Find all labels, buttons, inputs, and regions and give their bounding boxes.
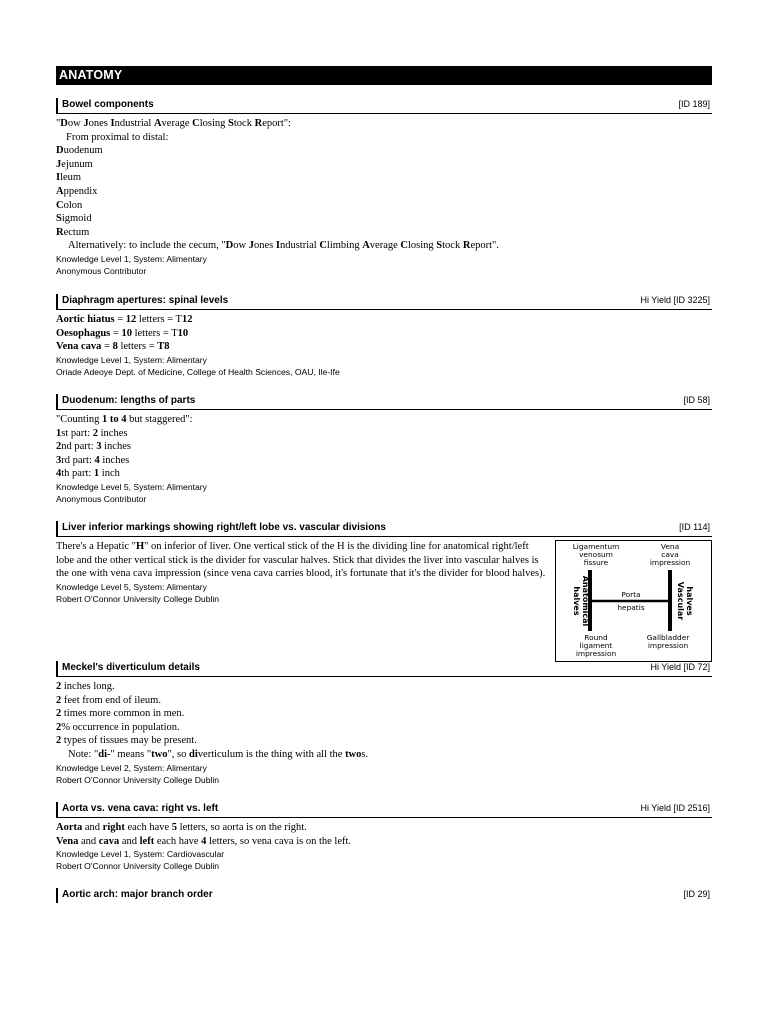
entry-title: Aorta vs. vena cava: right vs. left: [62, 803, 219, 814]
entry-body: [56, 413, 712, 505]
knowledge-level: Knowledge Level 1, System: Alimentary: [56, 354, 207, 365]
contributor: Robert O'Connor University College Dublin: [56, 861, 220, 872]
list-item: Oesophagus = 10 letters = T10: [56, 327, 189, 339]
entry-title: Bowel components: [62, 99, 154, 110]
entry-id: [ID 58]: [683, 395, 710, 405]
contributor: Anonymous Contributor: [56, 265, 147, 276]
subheading: From proximal to distal:: [66, 131, 169, 143]
entry-bowel-components: [56, 98, 712, 277]
list-item: 2 types of tissues may be present.: [56, 735, 197, 747]
knowledge-level: Knowledge Level 2, System: Alimentary: [56, 762, 207, 773]
entry-diaphragm-apertures: [56, 294, 712, 378]
label-round: Round: [584, 633, 608, 642]
label-impression-rl: impression: [575, 649, 617, 658]
list-item: Vena and cava and left each have 4 letters, so vena cava is on the left.: [56, 835, 352, 847]
label-gallbladder: Gallbladder: [646, 633, 690, 642]
intro-line: "Counting 1 to 4 but staggered":: [56, 414, 193, 425]
entry-title: Diaphragm apertures: spinal levels: [62, 295, 229, 306]
list-item: 4th part: 1 inch: [56, 468, 120, 480]
entry-id: Hi Yield [ID 72]: [650, 662, 710, 672]
list-item: 2 inches long.: [56, 681, 115, 692]
list-item: Colon: [56, 199, 83, 211]
entry-meckels-diverticulum: [56, 661, 712, 786]
label-fissure: fissure: [583, 558, 609, 567]
entry-id: Hi Yield [ID 3225]: [640, 295, 710, 305]
list-item: Vena cava = 8 letters = T8: [56, 341, 170, 353]
entry-title: Duodenum: lengths of parts: [62, 395, 196, 406]
liver-h-svg: [556, 541, 711, 661]
entry-id: [ID 29]: [683, 889, 710, 899]
list-item: Appendix: [56, 185, 98, 197]
entry-id: [ID 189]: [678, 99, 710, 109]
entry-id: Hi Yield [ID 2516]: [640, 803, 710, 813]
entry-header: [56, 802, 712, 818]
label-anatomical: Anatomical: [581, 575, 590, 627]
label-ligament: ligament: [579, 641, 613, 650]
list-item: 1st part: 2 inches: [56, 427, 128, 439]
list-item: 3rd part: 4 inches: [56, 454, 130, 466]
label-vascular-halves: halves: [685, 586, 694, 616]
document-page: [56, 64, 712, 85]
description-paragraph: There's a Hepatic "H" on inferior of liver. One vertical stick of the H is the dividing line for anatomical right/left lobe and the other vertical stick is the divider for vascular halves. Stick that divides the liver into vascular halves is the one with vena cava impression (since vena cava carries blood, it's fortunate that it's the divider for blood halves).: [56, 541, 546, 580]
contributor: Robert O'Connor University College Dublin: [56, 774, 220, 785]
label-vascular: Vascular: [676, 581, 685, 621]
entry-liver-markings: [56, 521, 712, 663]
label-ligamentum: Ligamentum: [572, 542, 620, 551]
list-item: 2 feet from end of ileum.: [56, 694, 161, 706]
list-item: Aorta and right each have 5 letters, so aorta is on the right.: [56, 822, 307, 833]
entry-title: Liver inferior markings showing right/left lobe vs. vascular divisions: [62, 522, 386, 533]
list-item: Aortic hiatus = 12 letters = T12: [56, 314, 193, 325]
label-venosum: venosum: [579, 550, 613, 559]
label-anatomical-halves: halves: [572, 586, 581, 616]
entry-aorta-vena-cava: [56, 802, 712, 872]
list-item: Duodenum: [56, 145, 103, 157]
entry-header: [56, 98, 712, 114]
entry-header: [56, 661, 712, 677]
note-line: Note: "di-" means "two", so diverticulum is the thing with all the twos.: [68, 748, 369, 760]
entry-duodenum-lengths: [56, 394, 712, 505]
contributor: Oriade Adeoye Dept. of Medicine, College of Health Sciences, OAU, Ile-Ife: [56, 366, 340, 377]
entry-body: [56, 313, 712, 378]
alternative-line: Alternatively: to include the cecum, "Dow Jones Industrial Climbing Average Closing Stock Report".: [68, 240, 499, 252]
entry-header: [56, 521, 712, 537]
knowledge-level: Knowledge Level 1, System: Alimentary: [56, 253, 207, 264]
list-item: Jejunum: [56, 158, 93, 170]
knowledge-level: Knowledge Level 5, System: Alimentary: [56, 581, 207, 592]
entry-title: Aortic arch: major branch order: [62, 889, 213, 900]
entry-header: [56, 294, 712, 310]
entry-header: [56, 394, 712, 410]
label-porta: Porta: [621, 590, 641, 599]
contributor: Robert O'Connor University College Dublin: [56, 593, 220, 604]
knowledge-level: Knowledge Level 1, System: Cardiovascular: [56, 849, 225, 860]
entry-aortic-arch: [56, 888, 712, 903]
list-item: 2% occurrence in population.: [56, 721, 180, 733]
list-item: Sigmoid: [56, 213, 92, 225]
entry-title: Meckel's diverticulum details: [62, 662, 200, 673]
section-banner: ANATOMY: [56, 66, 712, 85]
contributor: Anonymous Contributor: [56, 493, 147, 504]
label-impression-gb: impression: [647, 641, 689, 650]
knowledge-level: Knowledge Level 5, System: Alimentary: [56, 481, 207, 492]
label-impression-vc: impression: [649, 558, 691, 567]
list-item: 2 times more common in men.: [56, 708, 185, 720]
label-cava: cava: [661, 550, 679, 559]
list-item: 2nd part: 3 inches: [56, 441, 131, 453]
liver-h-diagram: [555, 540, 712, 662]
label-vena: Vena: [660, 542, 680, 551]
mnemonic-line: "Dow Jones Industrial Average Closing Stock Report":: [56, 118, 291, 129]
list-item: Ileum: [56, 172, 82, 184]
entry-id: [ID 114]: [679, 522, 710, 532]
entry-body: [56, 821, 712, 872]
list-item: Rectum: [56, 226, 90, 238]
label-hepatis: hepatis: [617, 603, 645, 612]
entry-header: [56, 888, 712, 903]
entry-body: [56, 680, 712, 786]
entry-body: [56, 117, 712, 277]
